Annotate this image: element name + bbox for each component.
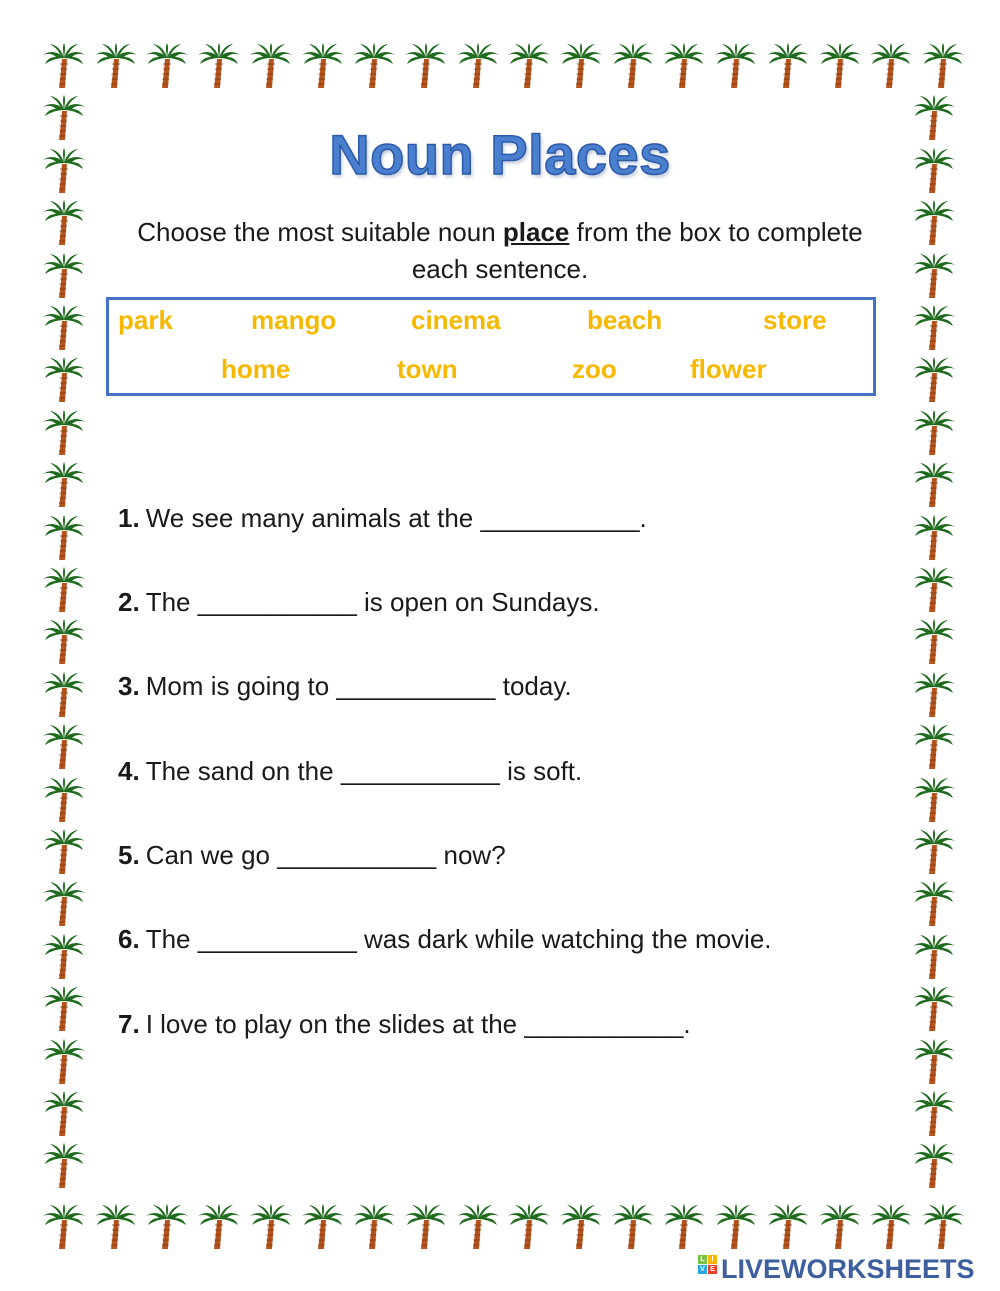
palm-tree-icon — [818, 1203, 862, 1251]
palm-tree-icon — [912, 1038, 956, 1086]
palm-tree-icon — [559, 42, 603, 90]
palm-tree-icon — [912, 776, 956, 824]
palm-tree-icon — [912, 671, 956, 719]
palm-tree-icon — [912, 252, 956, 300]
instructions-text-start: Choose the most suitable noun — [137, 217, 503, 247]
instructions-keyword: place — [502, 217, 570, 247]
palm-tree-icon — [42, 671, 86, 719]
palm-tree-icon — [456, 42, 500, 90]
question-text: I love to play on the slides at the ___________. — [145, 1009, 691, 1039]
palm-tree-icon — [611, 1203, 655, 1251]
palm-tree-icon — [301, 1203, 345, 1251]
question-number: 4. — [118, 756, 140, 786]
palm-tree-icon — [145, 42, 189, 90]
palm-tree-icon — [766, 1203, 810, 1251]
palm-tree-icon — [818, 42, 862, 90]
palm-tree-icon — [869, 42, 913, 90]
palm-tree-icon — [42, 828, 86, 876]
palm-tree-icon — [42, 252, 86, 300]
palm-tree-icon — [249, 1203, 293, 1251]
palm-tree-icon — [912, 985, 956, 1033]
question-3 — [118, 671, 572, 702]
liveworksheets-logo — [698, 1254, 975, 1284]
palm-tree-icon — [912, 1142, 956, 1190]
word-bank-item: park — [118, 305, 173, 335]
word-bank-item: zoo — [572, 354, 617, 384]
palm-tree-icon — [404, 42, 448, 90]
palm-tree-icon — [662, 42, 706, 90]
word-bank-item: home — [221, 354, 291, 384]
palm-tree-icon — [42, 356, 86, 404]
instructions — [130, 214, 870, 288]
question-text: The ___________ was dark while watching the movie. — [145, 924, 772, 954]
palm-tree-icon — [249, 42, 293, 90]
palm-tree-icon — [912, 566, 956, 614]
palm-tree-icon — [42, 618, 86, 666]
word-bank-item: store — [763, 305, 827, 335]
question-4 — [118, 756, 582, 787]
palm-tree-icon — [42, 1203, 86, 1251]
palm-tree-icon — [559, 1203, 603, 1251]
palm-tree-icon — [42, 1142, 86, 1190]
palm-tree-icon — [42, 409, 86, 457]
palm-tree-icon — [42, 199, 86, 247]
palm-tree-icon — [197, 42, 241, 90]
palm-tree-icon — [145, 1203, 189, 1251]
palm-tree-icon — [912, 880, 956, 928]
question-text: The ___________ is open on Sundays. — [145, 587, 600, 617]
palm-tree-icon — [352, 42, 396, 90]
question-text: Can we go ___________ now? — [145, 840, 506, 870]
question-number: 2. — [118, 587, 140, 617]
question-text: We see many animals at the ___________. — [145, 503, 647, 533]
palm-tree-icon — [714, 1203, 758, 1251]
word-bank-item: cinema — [411, 305, 501, 335]
palm-tree-icon — [42, 1038, 86, 1086]
palm-tree-icon — [912, 409, 956, 457]
palm-tree-icon — [42, 42, 86, 90]
palm-tree-icon — [94, 42, 138, 90]
question-number: 7. — [118, 1009, 140, 1039]
palm-tree-icon — [94, 1203, 138, 1251]
question-2 — [118, 587, 600, 618]
logo-letter: E — [708, 1265, 717, 1274]
palm-tree-icon — [42, 566, 86, 614]
liveworksheets-logo-icon — [698, 1255, 717, 1284]
palm-tree-icon — [42, 880, 86, 928]
question-number: 1. — [118, 503, 140, 533]
palm-tree-icon — [507, 1203, 551, 1251]
word-bank-item: mango — [251, 305, 337, 335]
palm-tree-icon — [766, 42, 810, 90]
palm-tree-icon — [921, 1203, 965, 1251]
question-6 — [118, 924, 772, 955]
question-number: 6. — [118, 924, 140, 954]
palm-tree-icon — [352, 1203, 396, 1251]
palm-tree-icon — [869, 1203, 913, 1251]
palm-tree-icon — [912, 933, 956, 981]
word-bank-item: beach — [587, 305, 663, 335]
palm-tree-icon — [912, 461, 956, 509]
logo-letter: V — [698, 1265, 707, 1274]
word-bank-item: town — [397, 354, 458, 384]
palm-tree-icon — [301, 42, 345, 90]
liveworksheets-brand: LIVEWORKSHEETS — [721, 1253, 975, 1284]
palm-tree-icon — [912, 304, 956, 352]
palm-tree-icon — [912, 618, 956, 666]
question-7 — [118, 1009, 691, 1040]
palm-tree-icon — [42, 1090, 86, 1138]
palm-tree-icon — [912, 356, 956, 404]
question-1 — [118, 503, 647, 534]
instructions-text-end: from the box to complete each sentence. — [411, 217, 863, 284]
palm-tree-icon — [912, 723, 956, 771]
palm-tree-icon — [42, 514, 86, 562]
palm-tree-icon — [912, 199, 956, 247]
palm-tree-icon — [611, 42, 655, 90]
palm-tree-icon — [42, 304, 86, 352]
page-title: Noun Places — [329, 123, 671, 186]
palm-tree-icon — [912, 828, 956, 876]
palm-tree-icon — [714, 42, 758, 90]
logo-letter: L — [698, 1255, 707, 1264]
palm-tree-icon — [912, 514, 956, 562]
question-text: The sand on the ___________ is soft. — [145, 756, 583, 786]
palm-tree-icon — [42, 933, 86, 981]
palm-tree-icon — [456, 1203, 500, 1251]
question-number: 3. — [118, 671, 140, 701]
palm-tree-icon — [507, 42, 551, 90]
palm-tree-icon — [197, 1203, 241, 1251]
palm-tree-icon — [42, 723, 86, 771]
palm-tree-icon — [42, 985, 86, 1033]
question-text: Mom is going to ___________ today. — [145, 671, 572, 701]
palm-tree-icon — [404, 1203, 448, 1251]
palm-tree-icon — [42, 776, 86, 824]
palm-tree-icon — [662, 1203, 706, 1251]
question-5 — [118, 840, 506, 871]
palm-tree-icon — [42, 461, 86, 509]
palm-tree-icon — [921, 42, 965, 90]
palm-tree-icon — [912, 1090, 956, 1138]
logo-letter: I — [708, 1255, 717, 1264]
word-bank-item: flower — [690, 354, 767, 384]
question-number: 5. — [118, 840, 140, 870]
